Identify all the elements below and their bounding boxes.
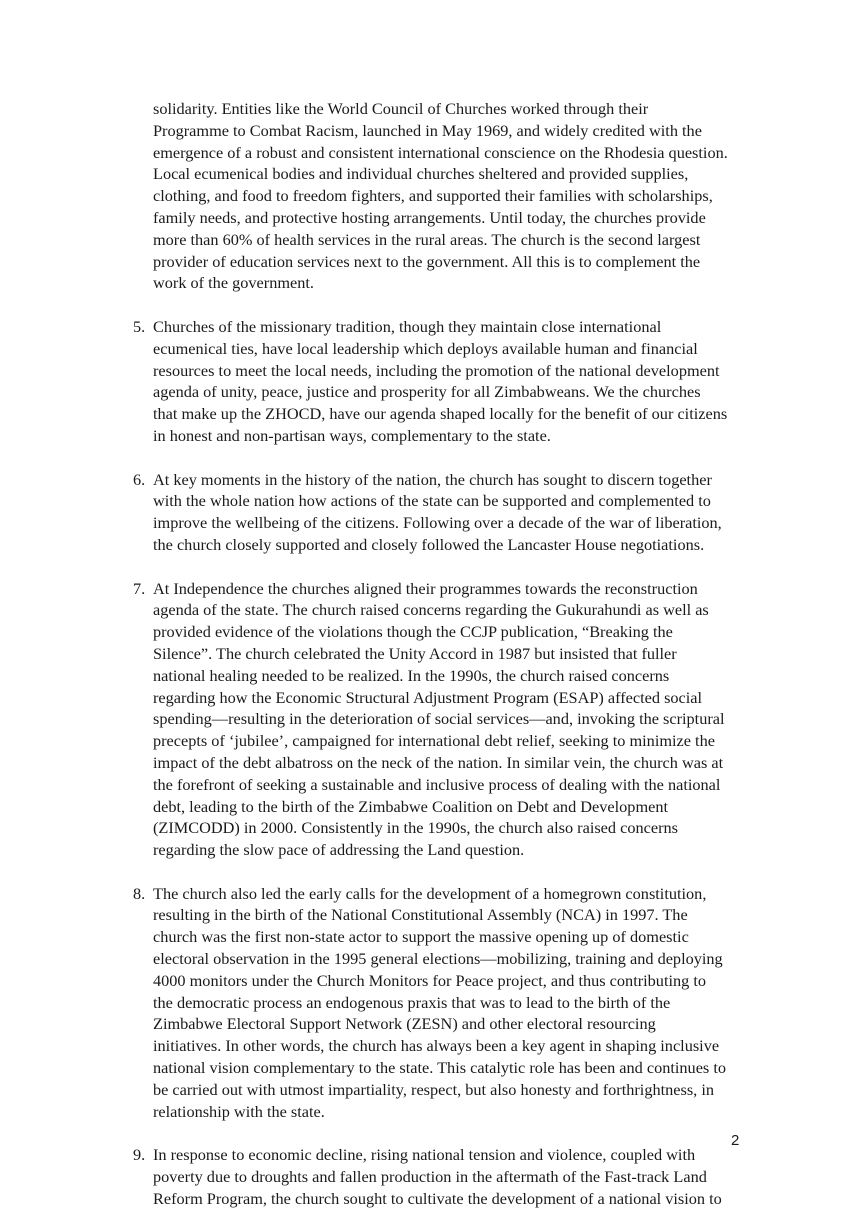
continuation-paragraph: solidarity. Entities like the World Council of Churches worked through their Programme to Combat Racism, launched in May 1969, and widely credited with the emergence of a robust and consistent international conscience on the Rhodesia question. Local ecumenical bodies and individual churches sheltered and provided supplies, clothing, and food to freedom fighters, and supported their families with scholarships, family needs, and protective hosting arrangements. Until today, the churches provide more than 60% of health services in the rural areas. The church is the second largest provider of education services next to the government. All this is to complement the work of the government.	[153, 99, 728, 293]
item-number: 6.	[133, 469, 146, 489]
list-item-7	[133, 578, 728, 861]
page-number: 2	[731, 1132, 740, 1149]
item-text: Churches of the missionary tradition, though they maintain close international ecumenical ties, have local leadership which deploys available human and financial resources to meet the local needs, including the promotion of the national development agenda of unity, peace, justice and prosperity for all Zimbabweans. We the churches that make up the ZHOCD, have our agenda shaped locally for the benefit of our citizens in honest and non-partisan ways, complementary to the state.	[153, 316, 728, 445]
item-number: 5.	[133, 316, 146, 336]
document-body	[133, 98, 728, 1231]
item-text: The church also led the early calls for the development of a homegrown constitution, resulting in the birth of the National Constitutional Assembly (NCA) in 1997. The church was the first non-state actor to support the massive opening up of domestic electoral observation in the 1995 general elections—mobilizing, training and deploying 4000 monitors under the Church Monitors for Peace project, and thus contributing to the democratic process an endogenous praxis that was to lead to the birth of the Zimbabwe Electoral Support Network (ZESN) and other electoral resourcing initiatives. In other words, the church has always been a key agent in shaping inclusive national vision complementary to the state. This catalytic role has been and continues to be carried out with utmost impartiality, respect, but also honesty and forthrightness, in relationship with the state.	[153, 883, 726, 1121]
item-text: At Independence the churches aligned their programmes towards the reconstruction agenda of the state. The church raised concerns regarding the Gukurahundi as well as provided evidence of the violations though the CCJP publication, “Breaking the Silence”. The church celebrated the Unity Accord in 1987 but insisted that fuller national healing needed to be realized. In the 1990s, the church raised concerns regarding how the Economic Structural Adjustment Program (ESAP) affected social spending—resulting in the deterioration of social services—and, invoking the scriptural precepts of ‘jubilee’, campaigned for international debt relief, seeking to minimize the impact of the debt albatross on the neck of the nation. In similar vein, the church was at the forefront of seeking a sustainable and inclusive process of dealing with the national debt, leading to the birth of the Zimbabwe Coalition on Debt and Development (ZIMCODD) in 2000. Consistently in the 1990s, the church also raised concerns regarding the slow pace of addressing the Land question.	[153, 578, 725, 860]
list-item-6	[133, 469, 728, 556]
item-number: 8.	[133, 883, 146, 903]
item-number: 7.	[133, 578, 146, 598]
item-number: 9.	[133, 1145, 146, 1165]
list-item-5	[133, 316, 728, 447]
item-text: At key moments in the history of the nation, the church has sought to discern together with the whole nation how actions of the state can be supported and complemented to improve the wellbeing of the citizens. Following over a decade of the war of liberation, the church closely supported and closely followed the Lancaster House negotiations.	[153, 469, 722, 554]
list-item-8	[133, 883, 728, 1123]
numbered-paragraph-list	[133, 316, 728, 1210]
item-text: In response to economic decline, rising national tension and violence, coupled with poverty due to droughts and fallen production in the aftermath of the Fast-track Land Reform Program, the church sought to cultivate the development of a national vision to	[153, 1145, 722, 1208]
